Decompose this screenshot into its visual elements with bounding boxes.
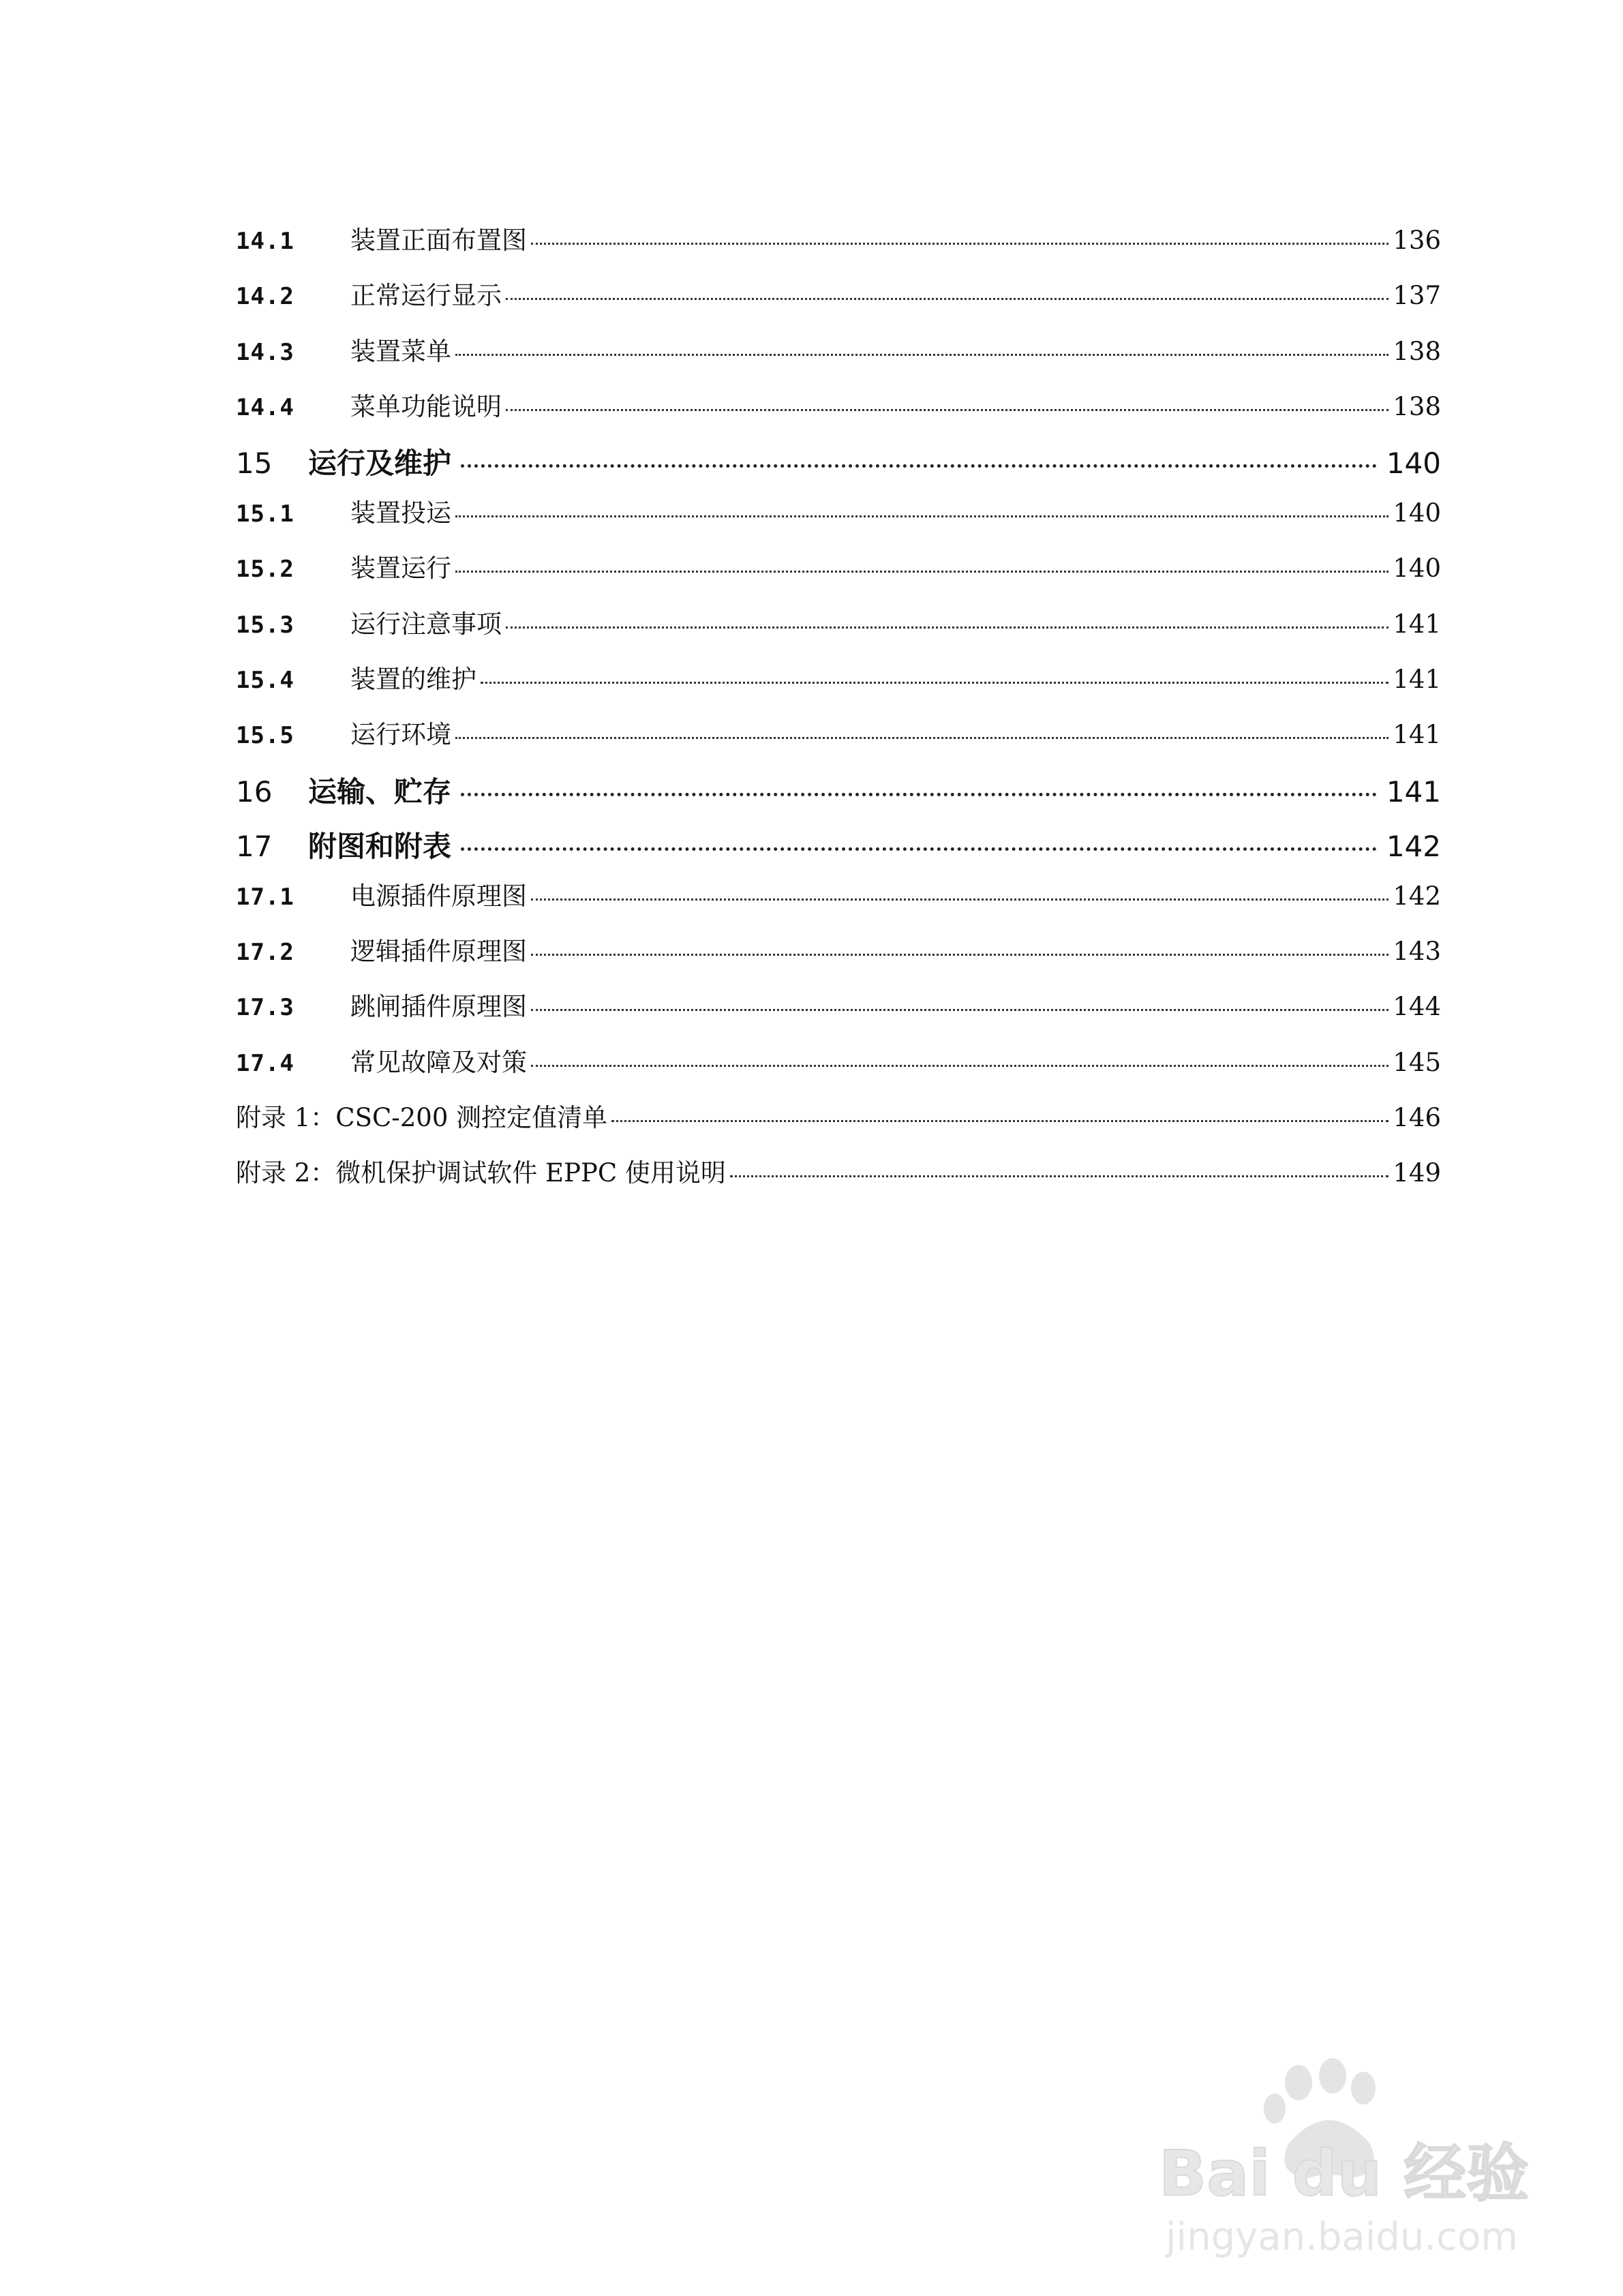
toc-entry-page: 143 xyxy=(1393,936,1441,966)
toc-entry-number: 17.4 xyxy=(236,1049,294,1077)
toc-entry-title: 装置正面布置图 xyxy=(350,226,527,255)
toc-dot-leader xyxy=(455,571,1389,573)
toc-entry-title: 常见故障及对策 xyxy=(350,1047,527,1077)
toc-entry-title: 正常运行显示 xyxy=(350,281,502,311)
toc-entry-number: 15.3 xyxy=(236,611,294,639)
toc-dot-leader xyxy=(461,793,1377,796)
toc-entry-page: 138 xyxy=(1393,391,1441,421)
toc-entry-page: 140 xyxy=(1393,498,1441,528)
toc-entry-number: 14.3 xyxy=(236,338,294,366)
toc-entry-number: 15.1 xyxy=(236,500,294,528)
toc-entry[interactable] xyxy=(236,824,1441,875)
toc-dot-leader xyxy=(455,515,1389,517)
toc-entry[interactable] xyxy=(236,547,1441,603)
toc-entry-title: 附录 1：CSC-200 测控定值清单 xyxy=(236,1102,608,1132)
toc-dot-leader xyxy=(730,1175,1389,1177)
toc-entry-title: 装置菜单 xyxy=(350,336,451,366)
toc-entry-page: 146 xyxy=(1393,1102,1441,1132)
toc-entry-page: 142 xyxy=(1386,829,1441,863)
toc-dot-leader xyxy=(455,737,1389,739)
toc-entry-number: 15.2 xyxy=(236,556,294,584)
toc-dot-leader xyxy=(481,682,1389,684)
watermark-url: jingyan.baidu.com xyxy=(1166,2215,1518,2259)
toc-entry-title: 装置运行 xyxy=(350,554,451,584)
toc-dot-leader xyxy=(611,1120,1389,1122)
toc-dot-leader xyxy=(531,243,1389,245)
toc-entry-title: 运行环境 xyxy=(350,720,451,750)
toc-entry-title: 附图和附表 xyxy=(308,829,452,863)
toc-entry[interactable] xyxy=(236,220,1441,275)
toc-entry[interactable] xyxy=(236,1042,1441,1097)
watermark-brand: Bai du 经验 xyxy=(1159,2137,1530,2210)
toc-entry-title: 运行及维护 xyxy=(308,447,452,481)
toc-entry-page: 141 xyxy=(1393,720,1441,750)
toc-dot-leader xyxy=(506,298,1389,300)
toc-entry[interactable] xyxy=(236,603,1441,659)
toc-entry-title: 电源插件原理图 xyxy=(350,881,527,911)
toc-entry[interactable] xyxy=(236,441,1441,492)
toc-entry[interactable] xyxy=(236,386,1441,441)
toc-entry[interactable] xyxy=(236,714,1441,769)
toc-entry-title: 运行注意事项 xyxy=(350,609,502,639)
toc-entry-number: 14.1 xyxy=(236,228,294,255)
toc-entry[interactable] xyxy=(236,331,1441,386)
toc-entry-number: 15 xyxy=(236,447,273,481)
toc-entry-title: 逻辑插件原理图 xyxy=(350,936,527,966)
toc-entry-number: 17 xyxy=(236,829,273,863)
toc-entry[interactable] xyxy=(236,875,1441,931)
toc-entry[interactable] xyxy=(236,931,1441,986)
toc-entry-page: 141 xyxy=(1386,774,1441,809)
toc-entry-page: 138 xyxy=(1393,336,1441,366)
baidu-jingyan-watermark xyxy=(1152,2055,1534,2260)
toc-entry-number: 17.3 xyxy=(236,994,294,1022)
toc-dot-leader xyxy=(531,1009,1389,1011)
toc-entry-number: 15.5 xyxy=(236,722,294,750)
toc-dot-leader xyxy=(461,847,1377,851)
toc-entry[interactable] xyxy=(236,1152,1441,1207)
toc-entry-page: 141 xyxy=(1393,609,1441,639)
toc-entry-title: 跳闸插件原理图 xyxy=(350,992,527,1022)
toc-dot-leader xyxy=(506,409,1389,411)
toc-entry-number: 14.4 xyxy=(236,393,294,421)
toc-entry-number: 17.2 xyxy=(236,938,294,966)
toc-entry-page: 149 xyxy=(1393,1158,1441,1188)
toc-entry-title: 运输、贮存 xyxy=(308,774,452,809)
toc-entry[interactable] xyxy=(236,770,1441,824)
toc-entry-page: 140 xyxy=(1386,447,1441,481)
toc-entry-number: 14.2 xyxy=(236,283,294,311)
toc-entry-title: 菜单功能说明 xyxy=(350,391,502,421)
toc-entry-number: 15.4 xyxy=(236,667,294,695)
toc-dot-leader xyxy=(461,464,1377,468)
toc-entry-number: 17.1 xyxy=(236,883,294,911)
toc-entry-page: 145 xyxy=(1393,1047,1441,1077)
toc-entry[interactable] xyxy=(236,275,1441,330)
toc-dot-leader xyxy=(506,626,1389,629)
toc-entry-title: 附录 2：微机保护调试软件 EPPC 使用说明 xyxy=(236,1158,726,1188)
toc-entry[interactable] xyxy=(236,492,1441,547)
toc-dot-leader xyxy=(531,898,1389,901)
toc-entry-title: 装置的维护 xyxy=(350,665,476,695)
table-of-contents xyxy=(236,220,1441,1207)
toc-entry-page: 144 xyxy=(1393,992,1441,1022)
toc-entry-page: 141 xyxy=(1393,665,1441,695)
toc-entry[interactable] xyxy=(236,1097,1441,1152)
toc-entry-page: 136 xyxy=(1393,226,1441,255)
toc-entry[interactable] xyxy=(236,659,1441,714)
toc-entry-title: 装置投运 xyxy=(350,498,451,528)
toc-entry[interactable] xyxy=(236,986,1441,1041)
toc-dot-leader xyxy=(531,954,1389,956)
toc-dot-leader xyxy=(455,354,1389,356)
toc-entry-page: 142 xyxy=(1393,881,1441,911)
toc-entry-page: 140 xyxy=(1393,554,1441,584)
toc-entry-number: 16 xyxy=(236,774,273,809)
toc-dot-leader xyxy=(531,1065,1389,1067)
toc-entry-page: 137 xyxy=(1393,281,1441,311)
